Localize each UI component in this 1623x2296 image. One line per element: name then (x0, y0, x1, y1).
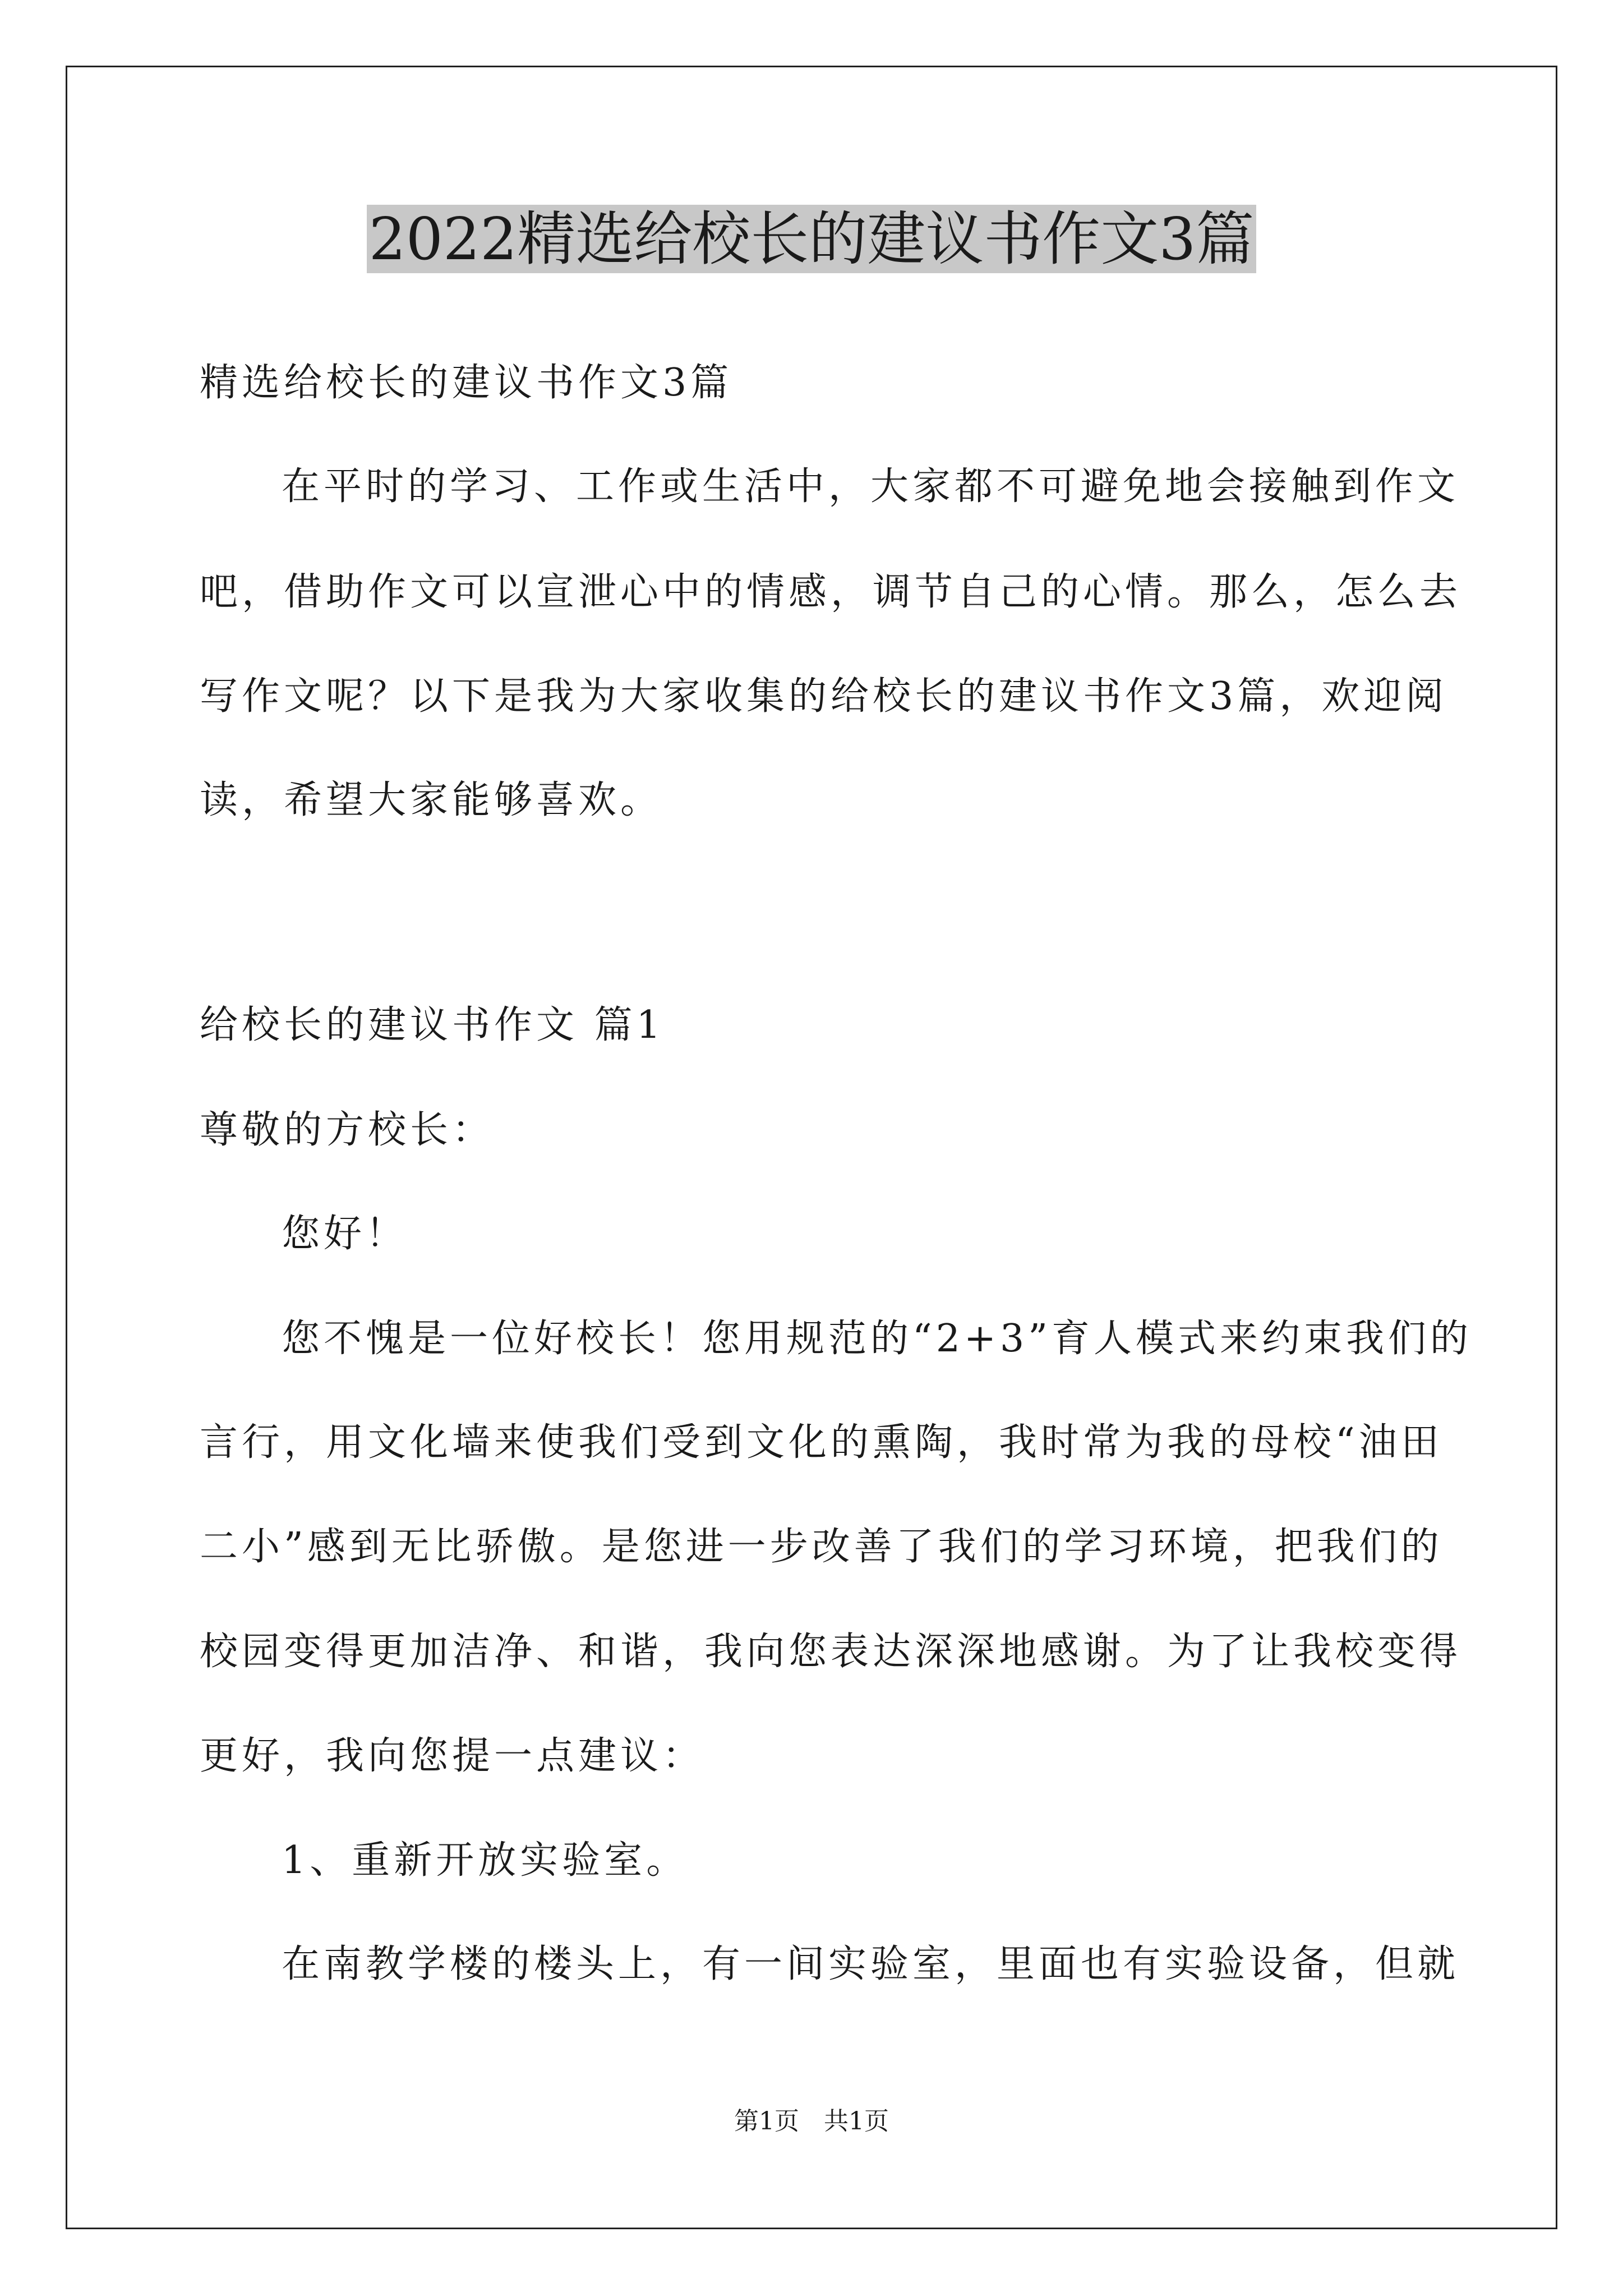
page-footer: 第1页 共1页 (734, 2107, 889, 2136)
intro-line: 写作文呢？以下是我为大家收集的给校长的建议书作文3篇，欢迎阅 (200, 674, 1448, 719)
section-heading: 给校长的建议书作文 篇1 (200, 1003, 665, 1047)
body-line: 二小”感到无比骄傲。是您进一步改善了我们的学习环境，把我们的 (200, 1525, 1443, 1569)
salutation: 尊敬的方校长： (200, 1108, 495, 1152)
greeting: 您好！ (282, 1212, 408, 1256)
body-line: 言行，用文化墙来使我们受到文化的熏陶，我时常为我的母校“油田 (200, 1420, 1443, 1465)
intro-line: 读，希望大家能够喜欢。 (200, 778, 663, 822)
body-line: 更好，我向您提一点建议： (200, 1734, 705, 1778)
intro-line: 在平时的学习、工作或生活中，大家都不可避免地会接触到作文 (282, 464, 1460, 509)
point-item: 1、重新开放实验室。 (282, 1838, 689, 1883)
body-line: 校园变得更加洁净、和谐，我向您表达深深地感谢。为了让我校变得 (200, 1630, 1462, 1674)
body-line: 您不愧是一位好校长！您用规范的“2+3”育人模式来约束我们的 (282, 1317, 1473, 1361)
document-title: 2022精选给校长的建议书作文3篇 (0, 200, 1623, 278)
intro-line: 吧，借助作文可以宣泄心中的情感，调节自己的心情。那么，怎么去 (200, 570, 1462, 614)
paragraph-line: 在南教学楼的楼头上，有一间实验室，里面也有实验设备，但就 (282, 1942, 1460, 1986)
subtitle: 精选给校长的建议书作文3篇 (200, 361, 733, 405)
